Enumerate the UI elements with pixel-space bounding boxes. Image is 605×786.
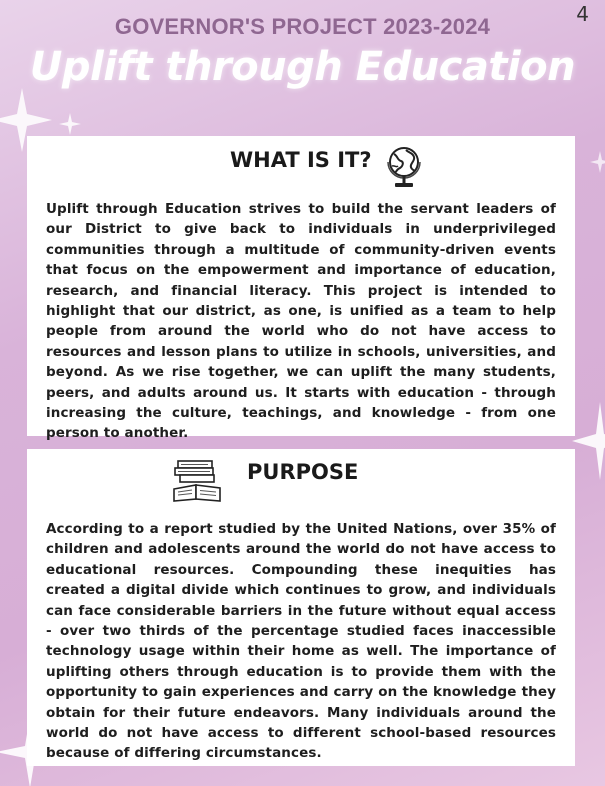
sparkle-icon [58, 112, 82, 136]
what-is-it-card [27, 136, 575, 442]
header-subtitle: GOVERNOR'S PROJECT 2023-2024 [114, 14, 491, 39]
page-number: 4 [576, 2, 589, 26]
purpose-card [27, 449, 575, 766]
section-body: According to a report studied by the United Nations, over 35% of children and adolescents around the world do not have access to educational resources. Compounding these inequities has created a digital divide which continues to grow, and individuals can face considerable barriers in the future without equal access - over two thirds of the percentage studied faces inaccessible technology usage within their home as well. The importance of uplifting others through education is to provide them with the opportunity to gain experiences and carry on the knowledge they obtain for their future endeavors. Many individuals around the world do not have access to different school-based resources because of differing circumstances. [46, 521, 556, 762]
section-body: Uplift through Education strives to build the servant leaders of our District to give back to individuals in underprivileged communities through a multitude of community-driven events that focus on the empowerment and importance of education, research, and financial literacy. This project is intended to highlight that our district, as one, is unified as a team to help people from around the world who do not have access to resources and lesson plans to utilize in schools, universities, and beyond. As we rise together, we can uplift the many students, peers, and adults around us. It starts with education - through increasing the culture, teachings, and knowledge - from one person to another. [46, 201, 556, 442]
section-heading: PURPOSE [247, 460, 359, 484]
header-title: Uplift through Education [29, 44, 576, 90]
books-icon [170, 457, 224, 503]
globe-icon [384, 144, 424, 190]
sparkle-icon [586, 150, 605, 174]
section-heading: WHAT IS IT? [230, 148, 372, 172]
